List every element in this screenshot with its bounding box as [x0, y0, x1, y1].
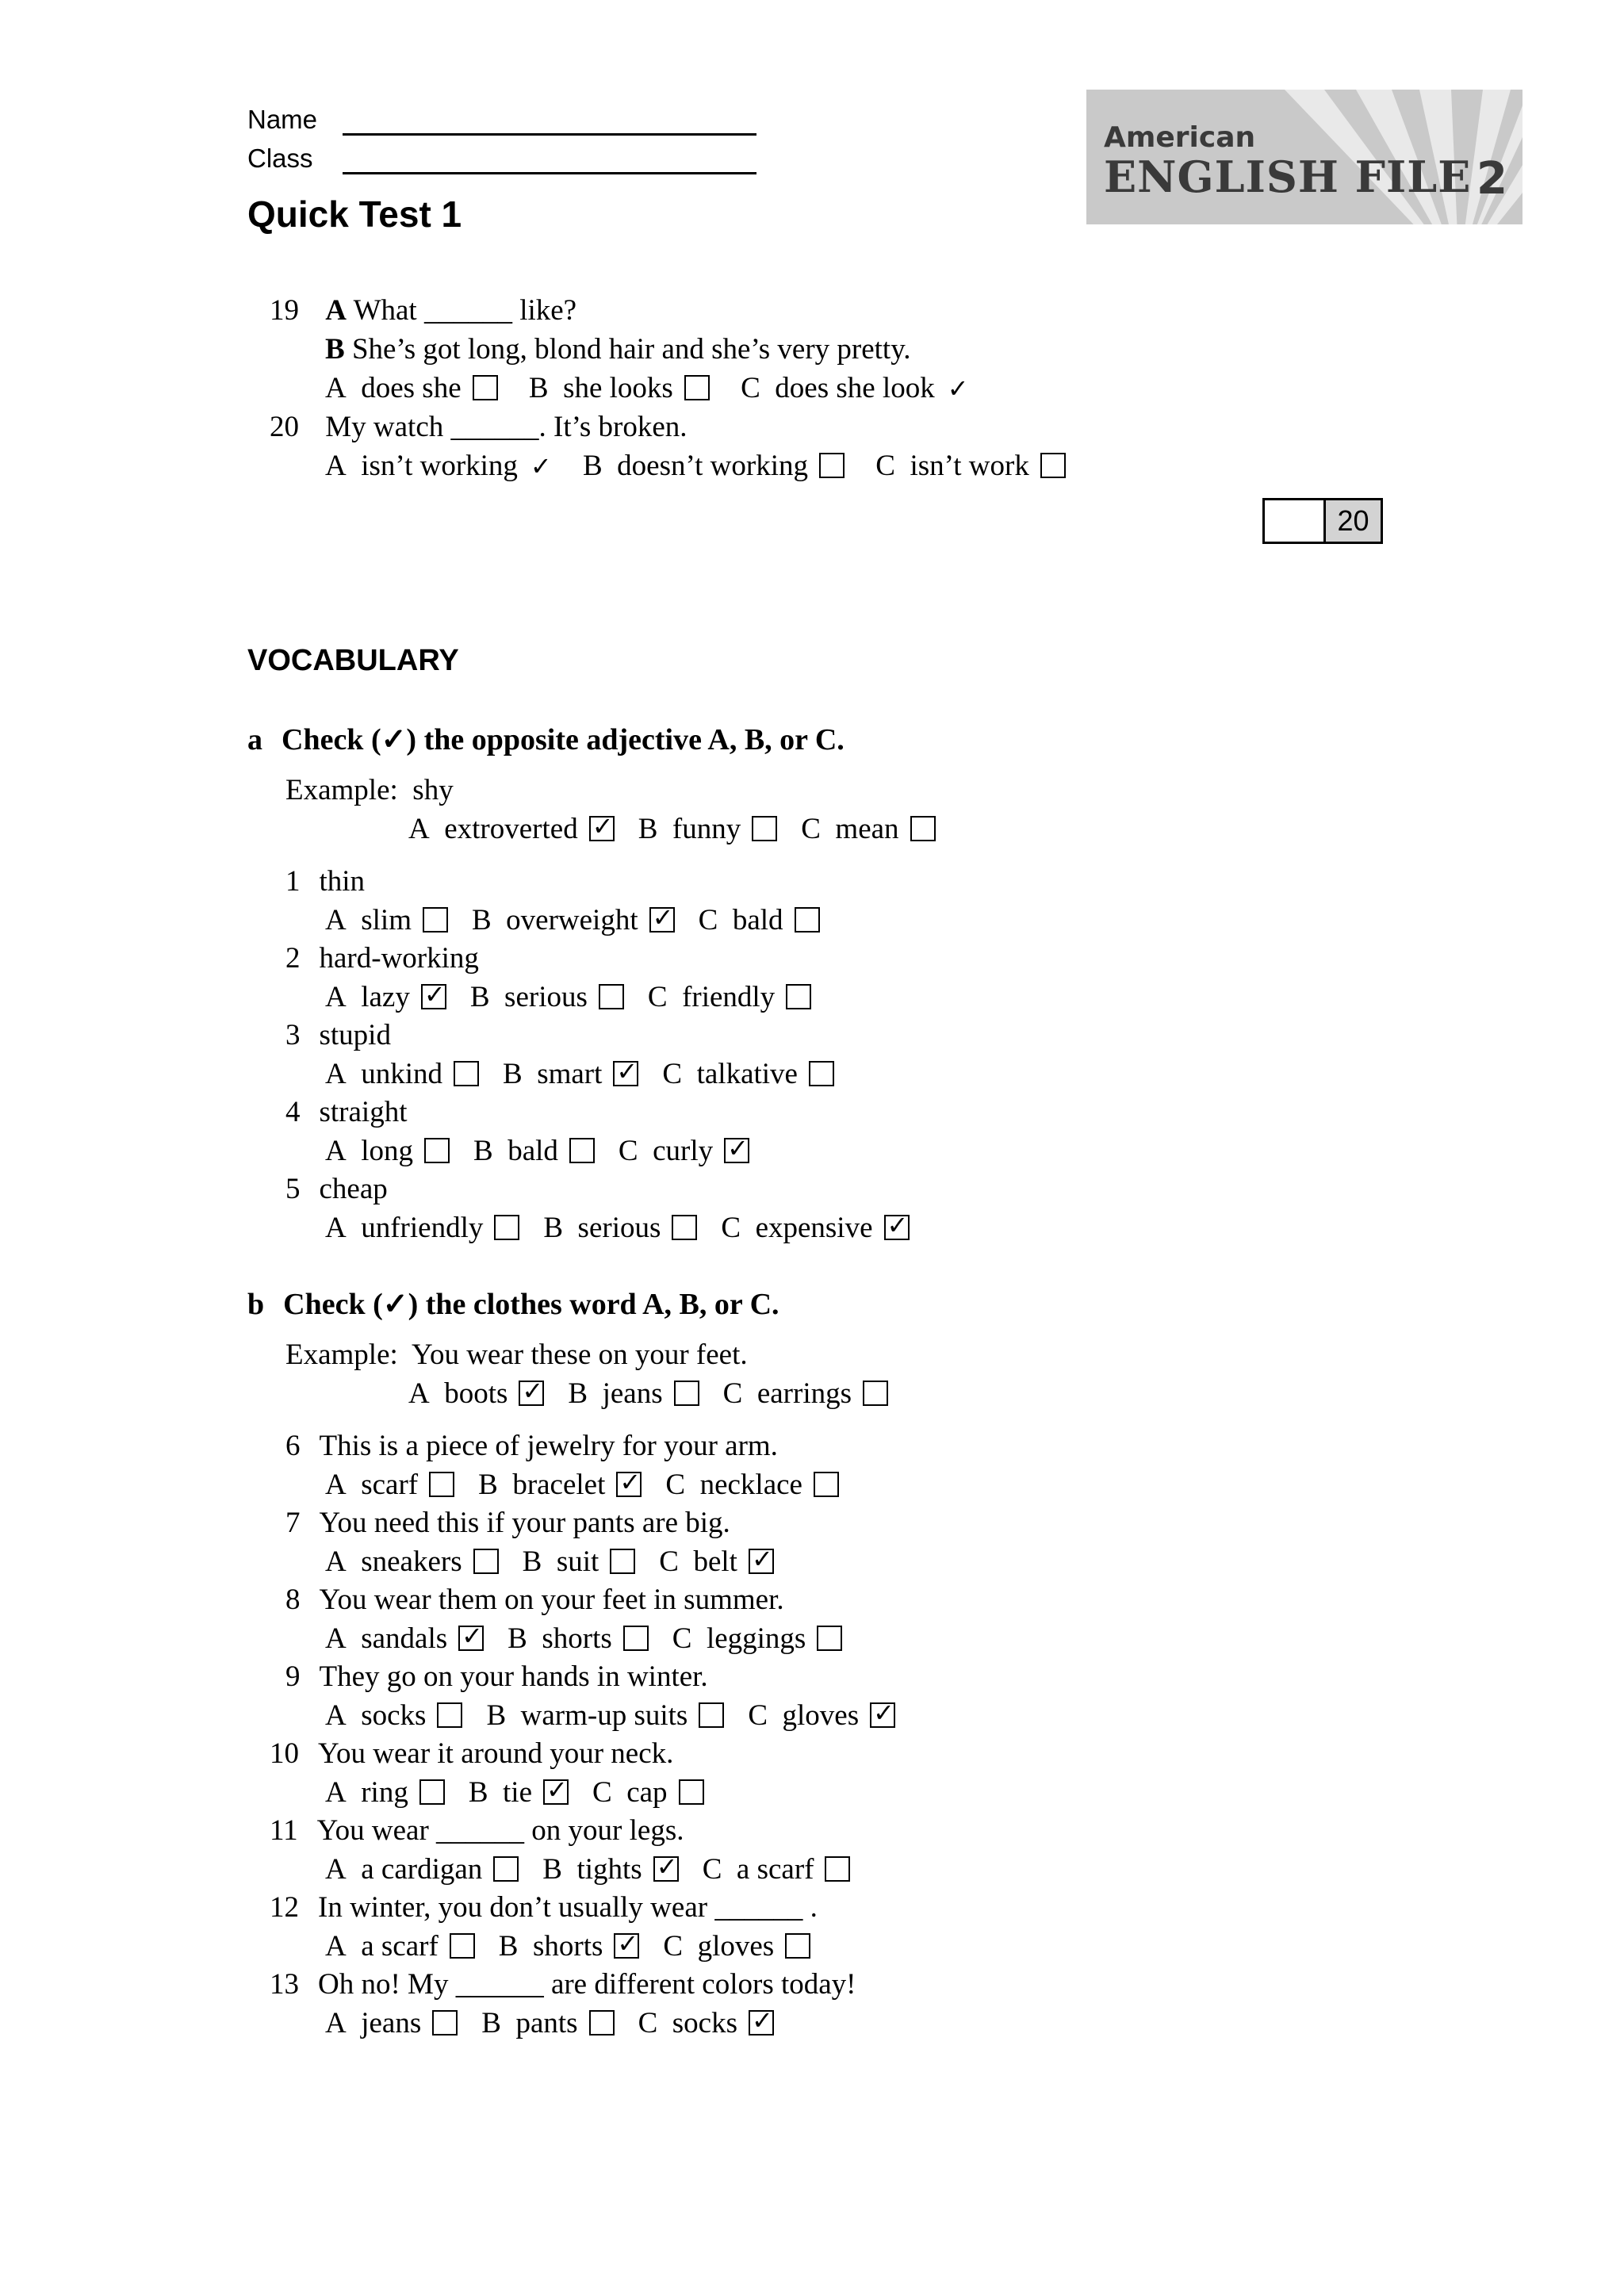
question-number: 4: [285, 1096, 301, 1128]
page-title: Quick Test 1: [247, 193, 462, 235]
question-number: 5: [285, 1173, 301, 1205]
question-number: 7: [285, 1507, 301, 1539]
question-11: [270, 1813, 684, 1848]
options-row: [325, 1775, 728, 1810]
option-letter: C: [638, 2007, 658, 2039]
question-9: [285, 1660, 708, 1694]
option-text: tie: [503, 1776, 533, 1809]
option-a[interactable]: [325, 1134, 450, 1168]
option-a[interactable]: [325, 1468, 454, 1502]
checkbox[interactable]: [473, 375, 498, 400]
option-b[interactable]: [473, 1134, 595, 1168]
checkmark-icon: ✓: [530, 451, 552, 481]
checkbox[interactable]: [819, 453, 845, 478]
option-text: scarf: [361, 1469, 419, 1501]
option-a[interactable]: [325, 1057, 479, 1091]
question-prompt: My watch ______. It’s broken.: [325, 411, 688, 443]
checked-checkbox[interactable]: [589, 816, 615, 841]
option-letter: A: [325, 1469, 347, 1501]
question-prompt: Oh no! My ______ are different colors today!: [318, 1968, 856, 2001]
option-text: mean: [835, 813, 899, 845]
option-c[interactable]: [619, 1134, 749, 1168]
option-letter: B: [638, 813, 658, 845]
question-number: 8: [285, 1584, 301, 1616]
checkbox[interactable]: [672, 1215, 697, 1240]
option-text: funny: [672, 813, 741, 845]
options-row: [325, 1698, 919, 1733]
checkbox[interactable]: [423, 907, 448, 933]
option-text: isn’t work: [910, 450, 1029, 482]
example-label: Example:: [285, 774, 398, 806]
option-b[interactable]: [542, 1852, 678, 1886]
example-prompt: You wear these on your feet.: [411, 1338, 748, 1371]
name-label: Name: [247, 105, 318, 134]
option-letter: A: [325, 1545, 347, 1578]
example-label: Example:: [285, 1338, 398, 1371]
option-letter: C: [663, 1930, 684, 1963]
option-letter: A: [325, 450, 347, 482]
option-b[interactable]: [470, 980, 624, 1014]
option-text: socks: [672, 2007, 737, 2039]
option-a[interactable]: [325, 1211, 519, 1245]
option-text: warm-up suits: [520, 1699, 688, 1732]
checkbox[interactable]: [432, 2010, 458, 2035]
checkbox[interactable]: [684, 375, 710, 400]
speaker-a: A: [325, 294, 347, 327]
option-text: earrings: [756, 1377, 852, 1410]
option-letter: C: [801, 813, 821, 845]
question-prompt: In winter, you don’t usually wear ______ .: [318, 1891, 818, 1924]
options-row: [325, 1929, 834, 1963]
option-a[interactable]: [325, 2006, 458, 2040]
checkbox[interactable]: [674, 1381, 699, 1406]
checkbox[interactable]: [825, 1856, 850, 1882]
question-1: [285, 864, 365, 898]
options-row: [325, 2006, 798, 2040]
logo-level-number: 2: [1477, 153, 1507, 205]
option-text: overweight: [506, 904, 638, 936]
option-c[interactable]: [648, 980, 811, 1014]
question-number: 12: [270, 1891, 299, 1924]
option-letter: C: [662, 1058, 683, 1090]
score-input-cell[interactable]: [1265, 500, 1326, 542]
option-letter: A: [325, 1699, 347, 1732]
checked-checkbox[interactable]: [884, 1215, 910, 1240]
options-row: [325, 1134, 773, 1168]
option-text: expensive: [755, 1212, 873, 1244]
checked-checkbox[interactable]: [749, 2010, 774, 2035]
checkbox[interactable]: [437, 1702, 462, 1728]
options-row: [325, 980, 835, 1014]
option-text: shorts: [532, 1930, 603, 1963]
instruction-text: Check (✓) the opposite adjective A, B, or C.: [282, 723, 845, 756]
option-a[interactable]: [325, 1852, 519, 1886]
option-letter: A: [408, 1377, 430, 1410]
option-c[interactable]: [875, 449, 1066, 483]
checked-checkbox[interactable]: [614, 1933, 639, 1959]
options-row: [325, 1545, 798, 1579]
option-text: boots: [444, 1377, 508, 1410]
checkbox[interactable]: [623, 1626, 649, 1651]
checked-checkbox[interactable]: [519, 1381, 544, 1406]
question-prompt: thin: [319, 865, 366, 898]
option-b[interactable]: [568, 1377, 699, 1411]
option-b[interactable]: [469, 1775, 569, 1810]
checked-checkbox[interactable]: [543, 1779, 569, 1805]
option-text: belt: [693, 1545, 737, 1578]
question-13: [270, 1967, 856, 2001]
option-letter: C: [592, 1776, 612, 1809]
option-a[interactable]: [408, 812, 615, 846]
dialogue-line-b: She’s got long, blond hair and she’s very pretty.: [351, 333, 911, 366]
example-line: [285, 773, 454, 807]
question-12: [270, 1890, 818, 1924]
option-text: talkative: [696, 1058, 798, 1090]
option-c[interactable]: [665, 1468, 839, 1502]
dialogue-line-a: What ______ like?: [353, 294, 577, 327]
option-text: ring: [361, 1776, 408, 1809]
checkbox[interactable]: [424, 1138, 450, 1163]
option-letter: B: [503, 1058, 523, 1090]
option-letter: A: [325, 1853, 347, 1886]
option-b[interactable]: [529, 371, 710, 405]
question-number: 1: [285, 865, 301, 898]
checked-checkbox[interactable]: [458, 1626, 484, 1651]
question-prompt: You wear them on your feet in summer.: [319, 1584, 784, 1616]
class-field[interactable]: [343, 172, 756, 174]
option-letter: C: [665, 1469, 686, 1501]
question-number: 13: [270, 1968, 299, 2001]
option-text: bald: [732, 904, 783, 936]
option-letter: B: [542, 1853, 562, 1886]
checked-checkbox[interactable]: [749, 1549, 774, 1574]
option-b[interactable]: [481, 2006, 614, 2040]
checkbox[interactable]: [599, 984, 624, 1009]
option-letter: C: [659, 1545, 679, 1578]
option-text: unkind: [361, 1058, 443, 1090]
checked-checkbox[interactable]: [616, 1472, 642, 1497]
name-field[interactable]: [343, 133, 756, 136]
checkbox[interactable]: [473, 1549, 499, 1574]
option-a[interactable]: [325, 1622, 484, 1656]
checkbox[interactable]: [752, 816, 777, 841]
checkbox[interactable]: [785, 1933, 810, 1959]
options-row: [325, 1852, 874, 1886]
option-text: leggings: [706, 1622, 806, 1655]
options-row: [325, 449, 1090, 483]
option-letter: B: [522, 1545, 542, 1578]
checkbox[interactable]: [450, 1933, 475, 1959]
option-text: a scarf: [736, 1853, 814, 1886]
option-letter: C: [748, 1699, 768, 1732]
option-letter: C: [672, 1622, 692, 1655]
checkbox[interactable]: [493, 1856, 519, 1882]
option-letter: B: [568, 1377, 588, 1410]
checkbox[interactable]: [699, 1702, 724, 1728]
option-letter: A: [408, 813, 430, 845]
option-a[interactable]: [408, 1377, 544, 1411]
option-text: necklace: [699, 1469, 802, 1501]
checkbox[interactable]: [795, 907, 820, 933]
option-b[interactable]: [583, 449, 845, 483]
option-text: gloves: [697, 1930, 775, 1963]
option-letter: C: [698, 904, 718, 936]
option-a[interactable]: [325, 903, 448, 937]
question-number: 6: [285, 1430, 301, 1462]
option-text: tights: [576, 1853, 642, 1886]
options-row: [325, 371, 993, 405]
option-letter: B: [469, 981, 490, 1013]
option-c[interactable]: [663, 1929, 810, 1963]
option-letter: C: [875, 450, 895, 482]
question-6: [285, 1429, 778, 1463]
option-b[interactable]: [486, 1698, 724, 1733]
option-text: cap: [626, 1776, 668, 1809]
option-text: she looks: [563, 372, 673, 404]
option-text: does she look: [775, 372, 935, 404]
question-prompt: This is a piece of jewelry for your arm.: [319, 1430, 778, 1462]
option-c[interactable]: [801, 812, 935, 846]
question-20: [270, 410, 688, 444]
part-letter: a: [247, 723, 262, 756]
option-a[interactable]: [325, 371, 498, 405]
class-label: Class: [247, 144, 313, 173]
option-b[interactable]: [508, 1622, 649, 1656]
question-prompt: stupid: [319, 1019, 391, 1051]
option-text: doesn’t working: [617, 450, 808, 482]
option-c[interactable]: [748, 1698, 895, 1733]
option-letter: B: [471, 904, 492, 936]
option-letter: B: [498, 1930, 519, 1963]
option-letter: A: [325, 1135, 347, 1167]
option-text: jeans: [602, 1377, 663, 1410]
option-letter: A: [325, 2007, 347, 2039]
checkbox[interactable]: [809, 1061, 834, 1086]
option-b[interactable]: [478, 1468, 642, 1502]
options-row: [408, 1377, 912, 1411]
dialogue-row-b: [325, 332, 911, 366]
option-text: jeans: [361, 2007, 422, 2039]
score-total: 20: [1326, 500, 1381, 542]
logo-american-text: American: [1104, 121, 1256, 154]
section-heading: VOCABULARY: [247, 644, 459, 677]
checkbox[interactable]: [910, 816, 936, 841]
option-letter: A: [325, 1622, 347, 1655]
option-text: smart: [537, 1058, 603, 1090]
option-text: bracelet: [512, 1469, 606, 1501]
question-prompt: hard-working: [319, 942, 479, 975]
option-letter: A: [325, 904, 347, 936]
option-text: sandals: [361, 1622, 448, 1655]
question-number: 19: [270, 294, 299, 327]
option-a[interactable]: [325, 1929, 475, 1963]
speaker-b: B: [325, 333, 345, 366]
checked-checkbox[interactable]: [653, 1856, 679, 1882]
option-letter: B: [478, 1469, 498, 1501]
option-b[interactable]: [638, 812, 778, 846]
option-c[interactable]: [741, 371, 968, 405]
checked-checkbox[interactable]: [613, 1061, 638, 1086]
option-letter: A: [325, 1776, 347, 1809]
option-letter: C: [618, 1135, 638, 1167]
option-letter: A: [325, 1930, 347, 1963]
option-b[interactable]: [523, 1545, 636, 1579]
option-letter: B: [528, 372, 549, 404]
option-text: a scarf: [361, 1930, 439, 1963]
question-19: [270, 293, 576, 327]
checked-checkbox[interactable]: [870, 1702, 895, 1728]
checkbox[interactable]: [454, 1061, 479, 1086]
question-number: 10: [270, 1737, 299, 1770]
option-a[interactable]: [325, 980, 446, 1014]
question-7: [285, 1506, 730, 1540]
option-text: gloves: [782, 1699, 860, 1732]
option-b[interactable]: [543, 1211, 697, 1245]
option-letter: B: [582, 450, 603, 482]
option-letter: A: [325, 1058, 347, 1090]
option-text: does she: [361, 372, 462, 404]
option-text: bald: [508, 1135, 558, 1167]
question-prompt: straight: [319, 1096, 408, 1128]
option-c[interactable]: [703, 1852, 851, 1886]
question-number: 9: [285, 1660, 301, 1693]
option-text: sneakers: [361, 1545, 462, 1578]
question-4: [285, 1095, 407, 1129]
option-text: long: [361, 1135, 414, 1167]
option-letter: B: [468, 1776, 488, 1809]
option-c[interactable]: [592, 1775, 704, 1810]
option-letter: C: [722, 1377, 743, 1410]
option-b[interactable]: [503, 1057, 638, 1091]
checkbox[interactable]: [863, 1381, 888, 1406]
checkbox[interactable]: [589, 2010, 615, 2035]
option-text: a cardigan: [361, 1853, 483, 1886]
checkbox[interactable]: [679, 1779, 704, 1805]
option-c[interactable]: [723, 1377, 888, 1411]
option-text: friendly: [682, 981, 776, 1013]
option-a[interactable]: [325, 1545, 499, 1579]
option-text: socks: [361, 1699, 427, 1732]
option-letter: B: [481, 2007, 501, 2039]
option-c[interactable]: [699, 903, 820, 937]
option-letter: A: [325, 1212, 347, 1244]
option-c[interactable]: [721, 1211, 909, 1245]
question-number: 11: [270, 1814, 298, 1847]
question-2: [285, 941, 479, 975]
checkbox[interactable]: [1040, 453, 1066, 478]
checkbox[interactable]: [817, 1626, 842, 1651]
question-prompt: You need this if your pants are big.: [319, 1507, 730, 1539]
option-c[interactable]: [662, 1057, 834, 1091]
example-prompt: shy: [412, 774, 454, 806]
question-number: 3: [285, 1019, 301, 1051]
option-letter: B: [473, 1135, 493, 1167]
option-text: slim: [361, 904, 412, 936]
option-c[interactable]: [672, 1622, 843, 1656]
option-b[interactable]: [472, 903, 675, 937]
option-text: shorts: [542, 1622, 612, 1655]
instruction-text: Check (✓) the clothes word A, B, or C.: [283, 1288, 779, 1321]
question-number: 2: [285, 942, 301, 975]
option-text: isn’t working: [361, 450, 518, 482]
checkbox[interactable]: [569, 1138, 595, 1163]
checkbox[interactable]: [786, 984, 811, 1009]
option-letter: B: [543, 1212, 564, 1244]
part-a-instruction: [247, 722, 845, 757]
checkbox[interactable]: [419, 1779, 445, 1805]
options-row: [325, 1211, 933, 1245]
option-a[interactable]: [325, 1775, 445, 1810]
option-c[interactable]: [638, 2006, 774, 2040]
option-letter: A: [325, 372, 347, 404]
question-8: [285, 1583, 784, 1617]
option-text: serious: [504, 981, 588, 1013]
question-5: [285, 1172, 388, 1206]
question-10: [270, 1737, 673, 1771]
option-text: unfriendly: [361, 1212, 484, 1244]
question-prompt: You wear it around your neck.: [318, 1737, 674, 1770]
question-prompt: They go on your hands in winter.: [319, 1660, 708, 1693]
option-letter: C: [702, 1853, 722, 1886]
example-line: [285, 1338, 748, 1372]
option-a[interactable]: [325, 449, 552, 483]
option-text: lazy: [361, 981, 410, 1013]
checkbox[interactable]: [429, 1472, 454, 1497]
question-prompt: cheap: [319, 1173, 388, 1205]
part-letter: b: [247, 1288, 265, 1321]
option-c[interactable]: [659, 1545, 774, 1579]
option-text: suit: [556, 1545, 599, 1578]
score-box: [1262, 498, 1383, 544]
question-3: [285, 1018, 391, 1052]
part-b-instruction: [247, 1286, 779, 1322]
checked-checkbox[interactable]: [724, 1138, 749, 1163]
question-number: 20: [270, 411, 299, 443]
option-letter: B: [486, 1699, 507, 1732]
checked-checkbox[interactable]: [649, 907, 675, 933]
option-text: pants: [515, 2007, 578, 2039]
checkbox[interactable]: [814, 1472, 839, 1497]
options-row: [325, 1468, 863, 1502]
option-letter: A: [325, 981, 347, 1013]
publisher-logo: [1086, 90, 1522, 224]
option-b[interactable]: [499, 1929, 640, 1963]
options-row: [325, 903, 844, 937]
logo-english-file-text: ENGLISH FILE: [1104, 151, 1472, 202]
option-letter: C: [741, 372, 760, 404]
options-row: [408, 812, 959, 846]
option-letter: C: [721, 1212, 741, 1244]
question-prompt: You wear ______ on your legs.: [316, 1814, 684, 1847]
checkbox[interactable]: [610, 1549, 635, 1574]
checkmark-icon: ✓: [947, 373, 969, 404]
option-text: serious: [577, 1212, 661, 1244]
option-text: extroverted: [444, 813, 578, 845]
options-row: [325, 1057, 858, 1091]
option-letter: C: [647, 981, 668, 1013]
options-row: [325, 1622, 866, 1656]
option-letter: B: [508, 1622, 527, 1655]
checkbox[interactable]: [494, 1215, 519, 1240]
option-text: curly: [653, 1135, 714, 1167]
option-a[interactable]: [325, 1698, 462, 1733]
checked-checkbox[interactable]: [421, 984, 446, 1009]
